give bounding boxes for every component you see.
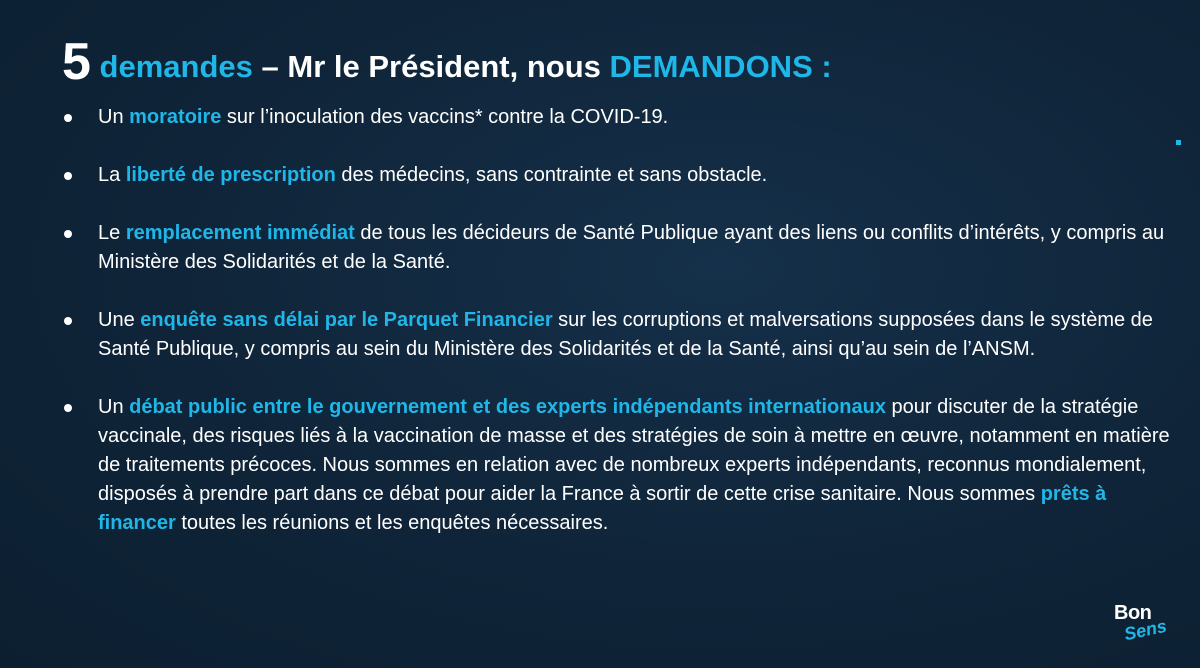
decorative-square-icon [1176,140,1181,145]
page-title [62,33,832,93]
item-text-after: des médecins, sans contrainte et sans obstacle. [335,164,768,186]
item-text-before: Le [98,222,126,244]
item-highlight-2: prêts à financer [98,483,1107,534]
item-highlight: enquête sans délai par le Parquet Financier [140,309,553,331]
item-text-before: La [98,164,126,186]
item-text-after: de tous les décideurs de Santé Publique ayant des liens ou conflits d’intérêts, y compris au Ministère des Solidarités et de la Santé. [98,222,1165,273]
item-text-after: sur les corruptions et malversations supposées dans le système de Santé Publique, y compris au sein du Ministère des Solidarités et de la Santé, ainsi qu’au sein de l’ANSM. [98,309,1153,360]
item-highlight: moratoire [129,106,222,128]
item-text-after: sur l’inoculation des vaccins* contre la COVID-19. [221,106,669,128]
bullet-icon [64,172,72,180]
title-emphasis: DEMANDONS : [609,49,832,84]
list-item [60,161,1170,190]
item-text-after-2: toutes les réunions et les enquêtes nécessaires. [175,512,609,534]
demands-list [60,103,1170,567]
item-text-before: Un [98,396,130,418]
list-item [60,393,1170,538]
title-middle: – Mr le Président, nous [261,49,601,84]
item-highlight: débat public entre le gouvernement et des experts indépendants internationaux [129,396,886,418]
list-item [60,306,1170,364]
bullet-icon [64,114,72,122]
bullet-icon [64,317,72,325]
bullet-icon [64,230,72,238]
title-word: demandes [99,49,253,84]
logo-line-2: Sens [1122,615,1169,645]
bon-sens-logo [1108,602,1168,652]
item-text-before: Une [98,309,141,331]
logo-line-1: Bon [1114,602,1152,624]
item-text-after: pour discuter de la stratégie vaccinale, des risques liés à la vaccination de masse et des stratégies de soin à mettre en œuvre, notamment en matière de traitements précoces. Nous sommes en relation avec de nombreux experts indépendants, reconnus mondialement, disposés à prendre part dans ce débat pour aider la France à sortir de cette crise sanitaire. Nous sommes [98,396,1170,505]
list-item [60,219,1170,277]
item-text-before: Un [98,106,130,128]
title-number: 5 [62,33,91,91]
item-highlight: liberté de prescription [125,164,336,186]
item-highlight: remplacement immédiat [125,222,355,244]
list-item [60,103,1170,132]
bullet-icon [64,404,72,412]
